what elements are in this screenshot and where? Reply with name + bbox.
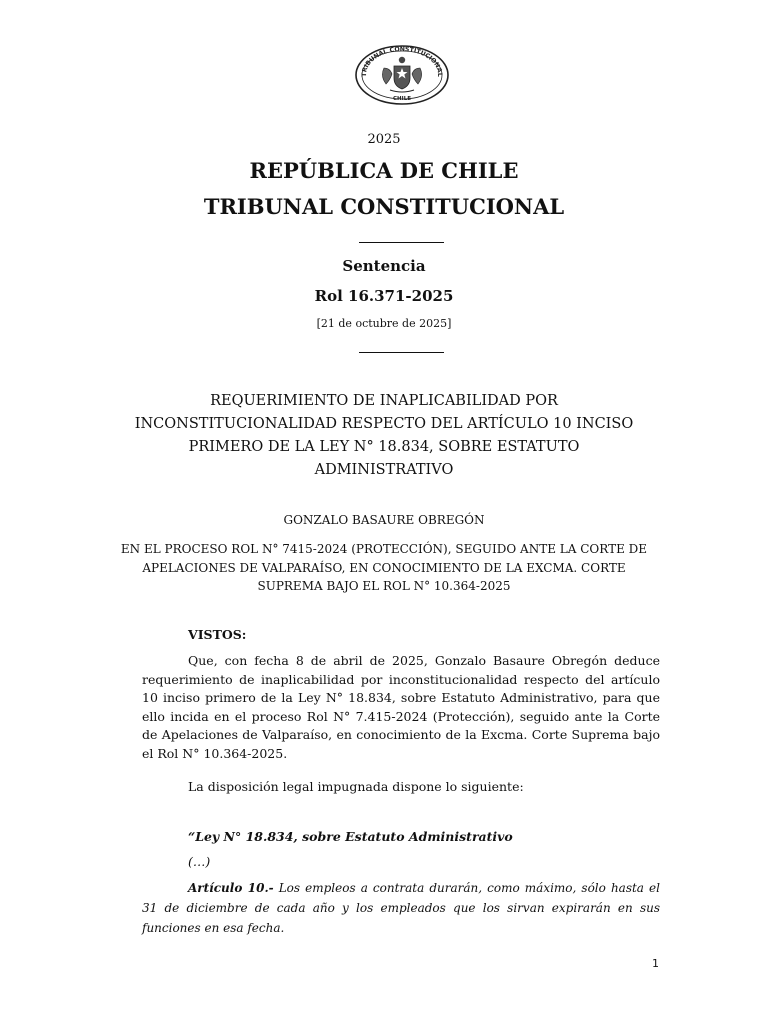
law-title: “Ley N° 18.834, sobre Estatuto Administrativo — [188, 829, 513, 844]
ellipsis: (…) — [188, 854, 211, 869]
year: 2025 — [367, 132, 401, 147]
party-name: GONZALO BASAURE OBREGÓN — [283, 513, 485, 527]
case-caption: REQUERIMIENTO DE INAPLICABILIDAD POR INCONSTITUCIONALIDAD RESPECTO DEL ARTÍCULO 10 INCISO PRIMERO DE LA LEY N° 18.834, SOBRE ESTATUTO ADMINISTRATIVO — [134, 393, 634, 478]
article-body: Los empleos a contrata durarán, como máximo, sólo hasta el 31 de diciembre de cada año y los empleados que los sirvan expirarán en sus funciones en esa fecha. — [142, 881, 660, 935]
paragraph-2: La disposición legal impugnada dispone lo siguiente: — [188, 779, 524, 794]
seal-emblem-icon — [354, 44, 450, 106]
vistos-heading: VISTOS: — [188, 627, 247, 642]
article-label: Artículo 10.- — [188, 881, 274, 895]
seal-bottom-text: CHILE — [393, 96, 411, 102]
divider-bottom — [359, 352, 444, 353]
process-description: EN EL PROCESO ROL N° 7415-2024 (PROTECCIÓN), SEGUIDO ANTE LA CORTE DE APELACIONES DE VALPARAÍSO, EN CONOCIMIENTO DE LA EXCMA. CORTE SUPREMA BAJO EL ROL N° 10.364-2025 — [120, 542, 648, 593]
ruling-rol: Rol 16.371-2025 — [314, 287, 454, 305]
paragraph-1: Que, con fecha 8 de abril de 2025, Gonzalo Basaure Obregón deduce requerimiento de inaplicabilidad por inconstitucionalidad respecto del artículo 10 inciso primero de la Ley N° 18.834, sobre Estatuto Administrativo, para que ello incida en el proceso Rol N° 7.415-2024 (Protección), seguido ante la Corte de Apelaciones de Valparaíso, en conocimiento de la Excma. Corte Suprema bajo el Rol N° 10.364-2025. — [142, 653, 660, 761]
article-10-text — [142, 878, 660, 938]
court-title: TRIBUNAL CONSTITUCIONAL — [203, 194, 565, 219]
divider-top — [359, 242, 444, 243]
page-number: 1 — [652, 957, 659, 970]
country-title: REPÚBLICA DE CHILE — [249, 158, 519, 183]
court-seal-logo — [354, 44, 450, 106]
seal-top-text: TRIBUNAL CONSTITUCIONAL — [360, 45, 444, 77]
ruling-date: [21 de octubre de 2025] — [316, 317, 452, 330]
ruling-type: Sentencia — [342, 257, 426, 275]
